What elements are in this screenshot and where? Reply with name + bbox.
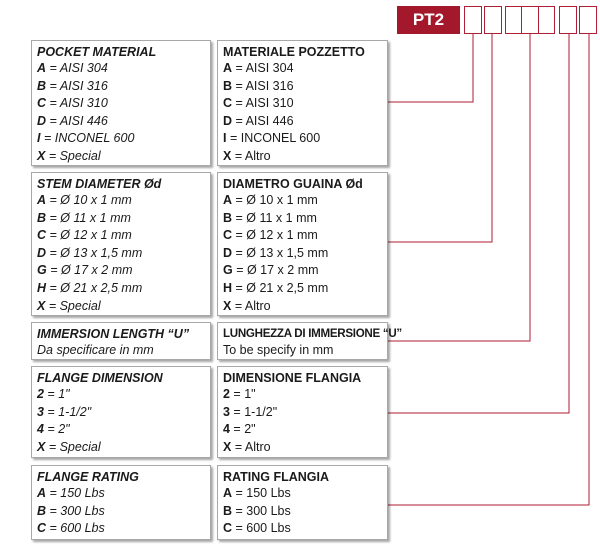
- pocket-material-option: B = AISI 316: [223, 78, 294, 93]
- stem-diameter-option: C = Ø 12 x 1 mm: [37, 228, 132, 243]
- flange-dimension-title-en: FLANGE DIMENSION: [37, 371, 163, 385]
- pocket-material-box-it: [217, 40, 388, 166]
- flange-rating-box-en: [31, 465, 211, 540]
- flange-dimension-option: X = Altro: [223, 439, 271, 454]
- stem-diameter-title-it: DIAMETRO GUAINA Ød: [223, 177, 363, 191]
- code-slot-1: [464, 6, 482, 34]
- connector-stem-diameter: [388, 34, 492, 242]
- connector-flange-rating: [388, 34, 589, 505]
- flange-rating-option: C = 600 Lbs: [223, 521, 291, 536]
- stem-diameter-box-en: [31, 172, 211, 316]
- code-slot-4: [559, 6, 577, 34]
- stem-diameter-option: A = Ø 10 x 1 mm: [223, 193, 318, 207]
- stem-diameter-title-en: STEM DIAMETER Ød: [37, 177, 162, 191]
- flange-dimension-option: X = Special: [37, 439, 101, 454]
- flange-dimension-option: 3 = 1-1/2": [223, 404, 278, 419]
- stem-diameter-option: D = Ø 13 x 1,5 mm: [37, 245, 143, 260]
- pocket-material-option: B = AISI 316: [37, 78, 108, 93]
- immersion-length-text-en: Da specificare in mm: [37, 343, 154, 357]
- stem-diameter-option: H = Ø 21 x 2,5 mm: [37, 280, 143, 295]
- flange-dimension-option: 4 = 2": [223, 422, 256, 437]
- stem-diameter-option: H = Ø 21 x 2,5 mm: [223, 280, 329, 295]
- immersion-length-text-it: To be specify in mm: [223, 343, 334, 357]
- flange-rating-option: A = 150 Lbs: [37, 486, 105, 500]
- stem-diameter-option: G = Ø 17 x 2 mm: [223, 263, 319, 278]
- pocket-material-option: C = AISI 310: [223, 96, 294, 111]
- code-slot-3-divider-b: [538, 6, 539, 34]
- flange-rating-option: A = 150 Lbs: [223, 486, 291, 500]
- stem-diameter-option: D = Ø 13 x 1,5 mm: [223, 245, 329, 260]
- pocket-material-option: C = AISI 310: [37, 96, 108, 111]
- immersion-length-title-it: LUNGHEZZA DI IMMERSIONE “U”: [223, 327, 402, 340]
- pocket-material-title-en: POCKET MATERIAL: [37, 45, 157, 59]
- stem-diameter-option: B = Ø 11 x 1 mm: [37, 210, 131, 225]
- flange-rating-title-it: RATING FLANGIA: [223, 470, 330, 484]
- connector-pocket-material: [388, 34, 473, 102]
- flange-rating-option: C = 600 Lbs: [37, 521, 105, 536]
- pocket-material-title-it: MATERIALE POZZETTO: [223, 45, 365, 59]
- pocket-material-box-en: [31, 40, 211, 166]
- flange-dimension-option: 3 = 1-1/2": [37, 404, 92, 419]
- flange-rating-option: B = 300 Lbs: [223, 503, 291, 518]
- stem-diameter-option: C = Ø 12 x 1 mm: [223, 228, 318, 243]
- flange-dimension-box-en: [31, 366, 211, 458]
- flange-dimension-box-it: [217, 366, 388, 458]
- immersion-length-box-it: [217, 322, 402, 360]
- stem-diameter-option: X = Altro: [223, 298, 271, 313]
- pocket-material-option: D = AISI 446: [223, 113, 294, 128]
- flange-rating-option: B = 300 Lbs: [37, 503, 105, 518]
- pocket-material-option: D = AISI 446: [37, 113, 108, 128]
- flange-dimension-option: 2 = 1": [37, 387, 70, 401]
- stem-diameter-option: G = Ø 17 x 2 mm: [37, 263, 133, 278]
- immersion-length-title-en: IMMERSION LENGTH “U”: [37, 327, 190, 341]
- stem-diameter-option: A = Ø 10 x 1 mm: [37, 193, 132, 207]
- code-slot-3: [505, 6, 555, 34]
- stem-diameter-option: B = Ø 11 x 1 mm: [223, 210, 317, 225]
- stem-diameter-box-it: [217, 172, 388, 316]
- pocket-material-option: I = INCONEL 600: [37, 131, 135, 146]
- flange-dimension-option: 2 = 1": [223, 387, 256, 401]
- product-code: PT2: [397, 6, 460, 34]
- pocket-material-option: I = INCONEL 600: [223, 131, 321, 146]
- flange-rating-title-en: FLANGE RATING: [37, 470, 139, 484]
- connector-flange-dimension: [388, 34, 569, 413]
- pocket-material-option: X = Special: [37, 148, 101, 163]
- code-slot-5: [579, 6, 597, 34]
- pocket-material-option: X = Altro: [223, 148, 271, 163]
- code-slot-3-divider-a: [521, 6, 522, 34]
- connector-immersion-length: [388, 34, 530, 341]
- flange-dimension-title-it: DIMENSIONE FLANGIA: [223, 371, 362, 385]
- code-slot-2: [484, 6, 502, 34]
- pocket-material-option: A = AISI 304: [223, 61, 294, 75]
- flange-rating-box-it: [217, 465, 388, 540]
- flange-dimension-option: 4 = 2": [37, 422, 70, 437]
- immersion-length-box-en: [31, 322, 211, 360]
- stem-diameter-option: X = Special: [37, 298, 101, 313]
- pocket-material-option: A = AISI 304: [37, 61, 108, 75]
